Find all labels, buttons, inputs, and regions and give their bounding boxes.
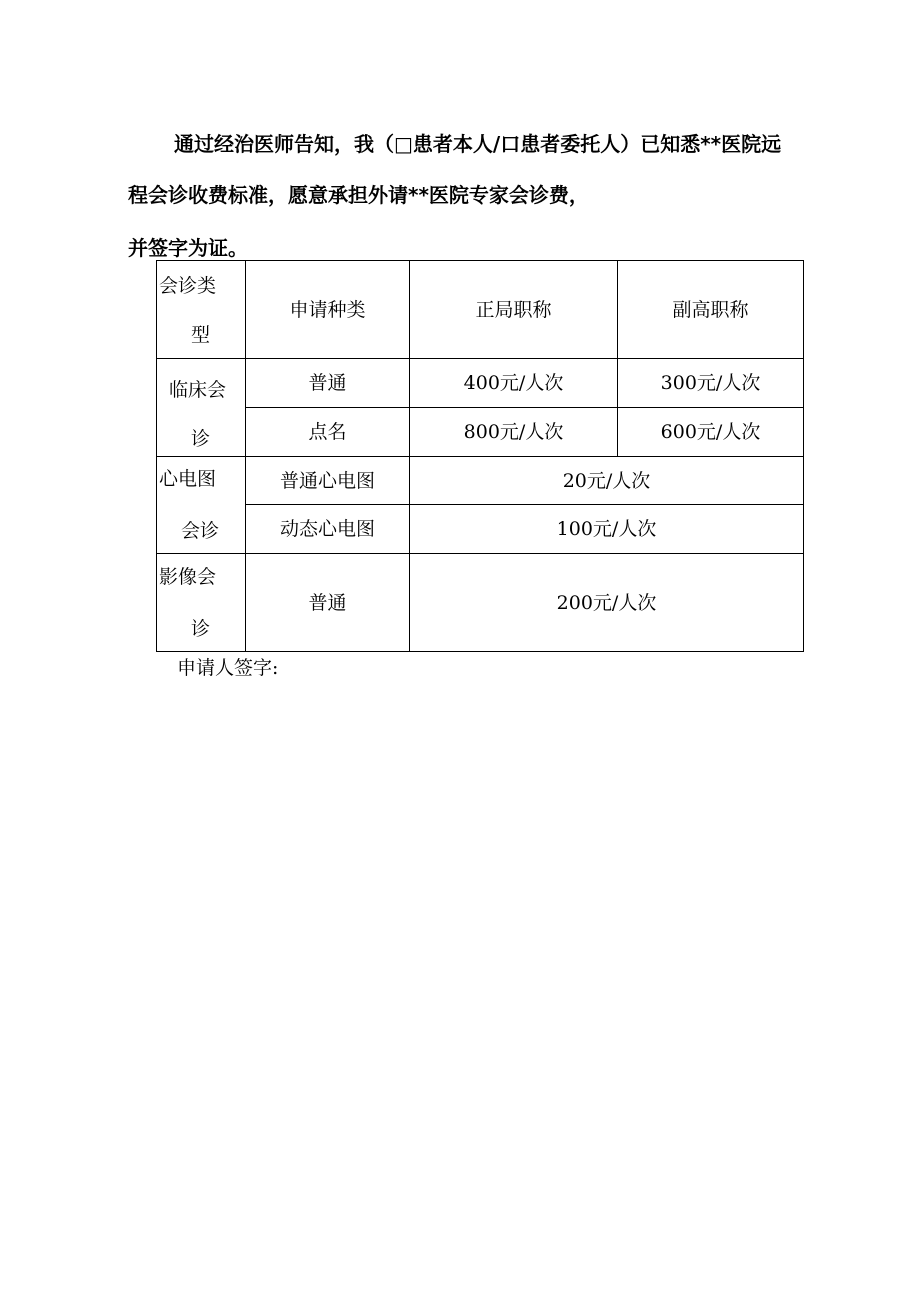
row-type-clinical (157, 359, 246, 457)
statement-line-2: 程会诊收费标准，愿意承担外请**医院专家会诊费， (128, 183, 589, 207)
row-type-ecg (157, 457, 246, 554)
type-clinical-line-1: 临床会 (169, 379, 227, 401)
table-row (157, 554, 804, 652)
senior-fee-cell: 800元/人次 (410, 408, 618, 457)
header-associate-title: 副高职称 (618, 261, 804, 359)
statement-line-1: 通过经治医师告知，我（□患者本人/口患者委托人）已知悉**医院远 (174, 132, 782, 156)
header-application-kind: 申请种类 (246, 261, 410, 359)
type-clinical-line-2: 诊 (191, 428, 211, 450)
header-type-line-1: 会诊类 (159, 275, 217, 297)
header-senior-title: 正局职称 (410, 261, 618, 359)
kind-cell: 普通 (246, 554, 410, 652)
statement-line-3: 并签字为证。 (128, 236, 248, 260)
table-row (157, 457, 804, 505)
kind-cell: 普通 (246, 359, 410, 408)
fee-cell: 20元/人次 (410, 457, 804, 505)
kind-cell: 普通心电图 (246, 457, 410, 505)
header-type-line-2: 型 (191, 324, 211, 346)
associate-fee-cell: 300元/人次 (618, 359, 804, 408)
kind-cell: 动态心电图 (246, 505, 410, 554)
type-imaging-line-1: 影像会 (159, 566, 217, 588)
fee-cell: 200元/人次 (410, 554, 804, 652)
type-ecg-line-2: 会诊 (181, 520, 220, 542)
row-type-imaging (157, 554, 246, 652)
header-consultation-type (157, 261, 246, 359)
associate-fee-cell: 600元/人次 (618, 408, 804, 457)
table-row (157, 359, 804, 408)
senior-fee-cell: 400元/人次 (410, 359, 618, 408)
fee-cell: 100元/人次 (410, 505, 804, 554)
table-header-row (157, 261, 804, 359)
kind-cell: 点名 (246, 408, 410, 457)
applicant-signature-label: 申请人签字: (177, 657, 279, 679)
table-row (157, 505, 804, 554)
table-row (157, 408, 804, 457)
consultation-fee-table (156, 260, 804, 652)
type-imaging-line-2: 诊 (191, 618, 211, 640)
type-ecg-line-1: 心电图 (159, 468, 217, 490)
